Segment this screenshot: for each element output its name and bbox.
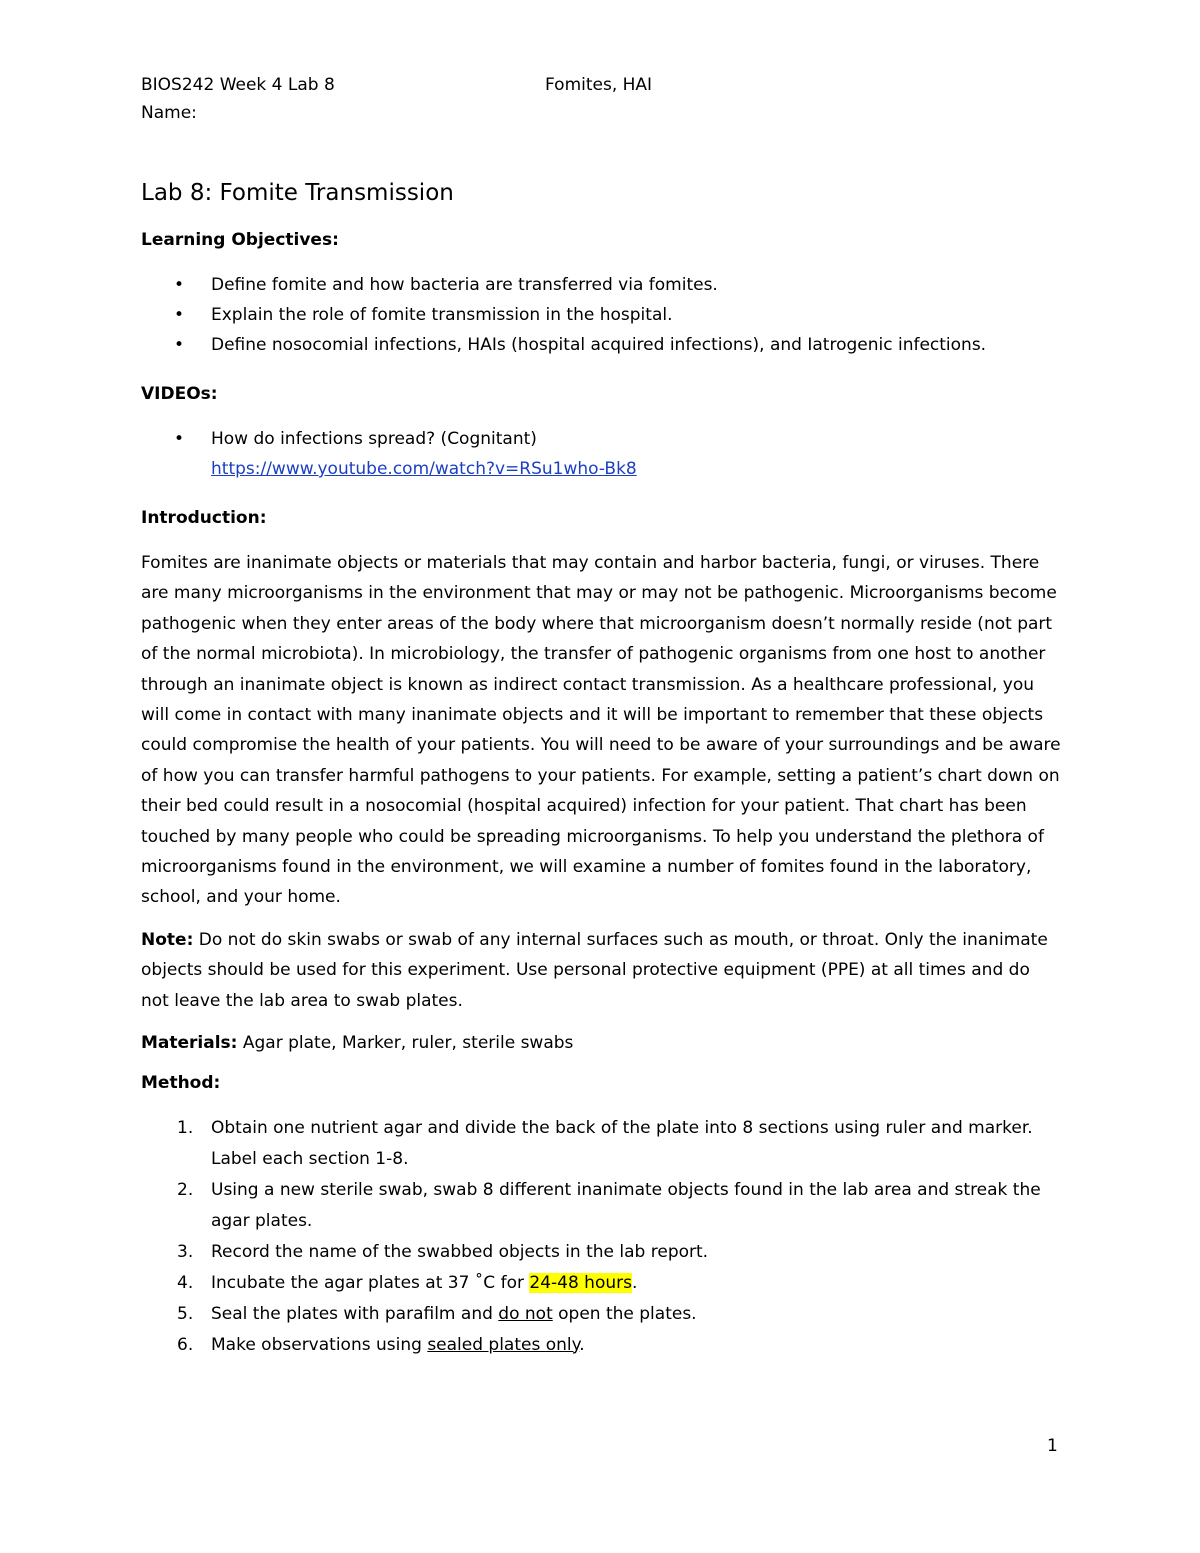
step-text: Using a new sterile swab, swab 8 different inanimate objects found in the lab area and streak the agar plates. (211, 1179, 1041, 1231)
page-title: Lab 8: Fomite Transmission (141, 180, 454, 206)
objectives-list (141, 270, 1061, 360)
bullet-icon: • (174, 305, 185, 325)
step-text-end: open the plates. (552, 1303, 697, 1324)
list-item (141, 1113, 1061, 1175)
step-number: 1. (177, 1117, 194, 1138)
list-item (141, 1268, 1061, 1299)
list-item (141, 300, 1061, 330)
header-name-label: Name: (141, 103, 197, 123)
step-text: Incubate the agar plates at 37 ˚C for (211, 1272, 530, 1293)
objective-text: Define fomite and how bacteria are transferred via fomites. (211, 275, 718, 295)
videos-heading: VIDEOs: (141, 384, 218, 404)
step-text: Seal the plates with parafilm and (211, 1303, 499, 1324)
materials-text: Agar plate, Marker, ruler, sterile swabs (237, 1033, 574, 1054)
method-heading: Method: (141, 1072, 221, 1093)
list-item (141, 330, 1061, 360)
header-topic: Fomites, HAI (545, 75, 653, 95)
highlighted-duration: 24-48 hours (529, 1272, 632, 1293)
method-steps (141, 1113, 1061, 1361)
step-number: 2. (177, 1179, 194, 1200)
bullet-icon: • (174, 335, 185, 355)
list-item (141, 270, 1061, 300)
objectives-heading: Learning Objectives: (141, 230, 339, 250)
note-paragraph (141, 925, 1061, 1016)
bullet-icon: • (174, 275, 185, 295)
materials-paragraph (141, 1028, 1061, 1058)
note-label: Note: (141, 929, 194, 950)
videos-list (141, 424, 1061, 484)
header-course: BIOS242 Week 4 Lab 8 (141, 75, 335, 95)
step-text: Obtain one nutrient agar and divide the back of the plate into 8 sections using ruler and marker. Label each section 1-8. (211, 1117, 1033, 1169)
step-text: Record the name of the swabbed objects in the lab report. (211, 1241, 709, 1262)
step-number: 3. (177, 1241, 194, 1262)
step-number: 5. (177, 1303, 194, 1324)
video-link[interactable]: https://www.youtube.com/watch?v=RSu1who-Bk8 (211, 459, 637, 479)
introduction-text: Fomites are inanimate objects or materials that may contain and harbor bacteria, fungi, or viruses. There are many microorganisms in the environment that may or may not be pathogenic. Microorganisms become pathogenic when they enter areas of the body where that microorganism doesn’t normally reside (not part of the normal microbiota). In microbiology, the transfer of pathogenic organisms from one host to another through an inanimate object is known as indirect contact transmission. As a healthcare professional, you will come in contact with many inanimate objects and it will be important to remember that these objects could compromise the health of your patients. You will need to be aware of your surroundings and be aware of how you can transfer harmful pathogens to your patients. For example, setting a patient’s chart down on their bed could result in a nosocomial (hospital acquired) infection for your patient. That chart has been touched by many people who could be spreading microorganisms. To help you understand the plethora of microorganisms found in the environment, we will examine a number of fomites found in the laboratory, school, and your home. (141, 553, 1061, 908)
list-item (141, 1299, 1061, 1330)
note-text: Do not do skin swabs or swab of any internal surfaces such as mouth, or throat. Only the inanimate objects should be used for this experiment. Use personal protective equipment (PPE) at all times and do not leave the lab area to swab plates. (141, 929, 1048, 1011)
step-number: 4. (177, 1272, 194, 1293)
underlined-text: sealed plates only (427, 1334, 580, 1355)
list-item (141, 1237, 1061, 1268)
list-item (141, 424, 1061, 484)
objective-text: Define nosocomial infections, HAIs (hospital acquired infections), and Iatrogenic infections. (211, 335, 987, 355)
introduction-heading: Introduction: (141, 508, 267, 528)
document-body (141, 176, 1061, 1361)
bullet-icon: • (174, 429, 185, 449)
step-text-end: . (579, 1334, 585, 1355)
objective-text: Explain the role of fomite transmission in the hospital. (211, 305, 673, 325)
video-title: How do infections spread? (Cognitant) (211, 429, 537, 449)
step-text: Make observations using (211, 1334, 428, 1355)
step-text-end: . (631, 1272, 638, 1293)
underlined-text: do not (498, 1303, 553, 1324)
page-number: 1 (1047, 1436, 1058, 1456)
list-item (141, 1175, 1061, 1237)
materials-label: Materials: (141, 1033, 238, 1054)
list-item (141, 1330, 1061, 1361)
step-number: 6. (177, 1334, 194, 1355)
